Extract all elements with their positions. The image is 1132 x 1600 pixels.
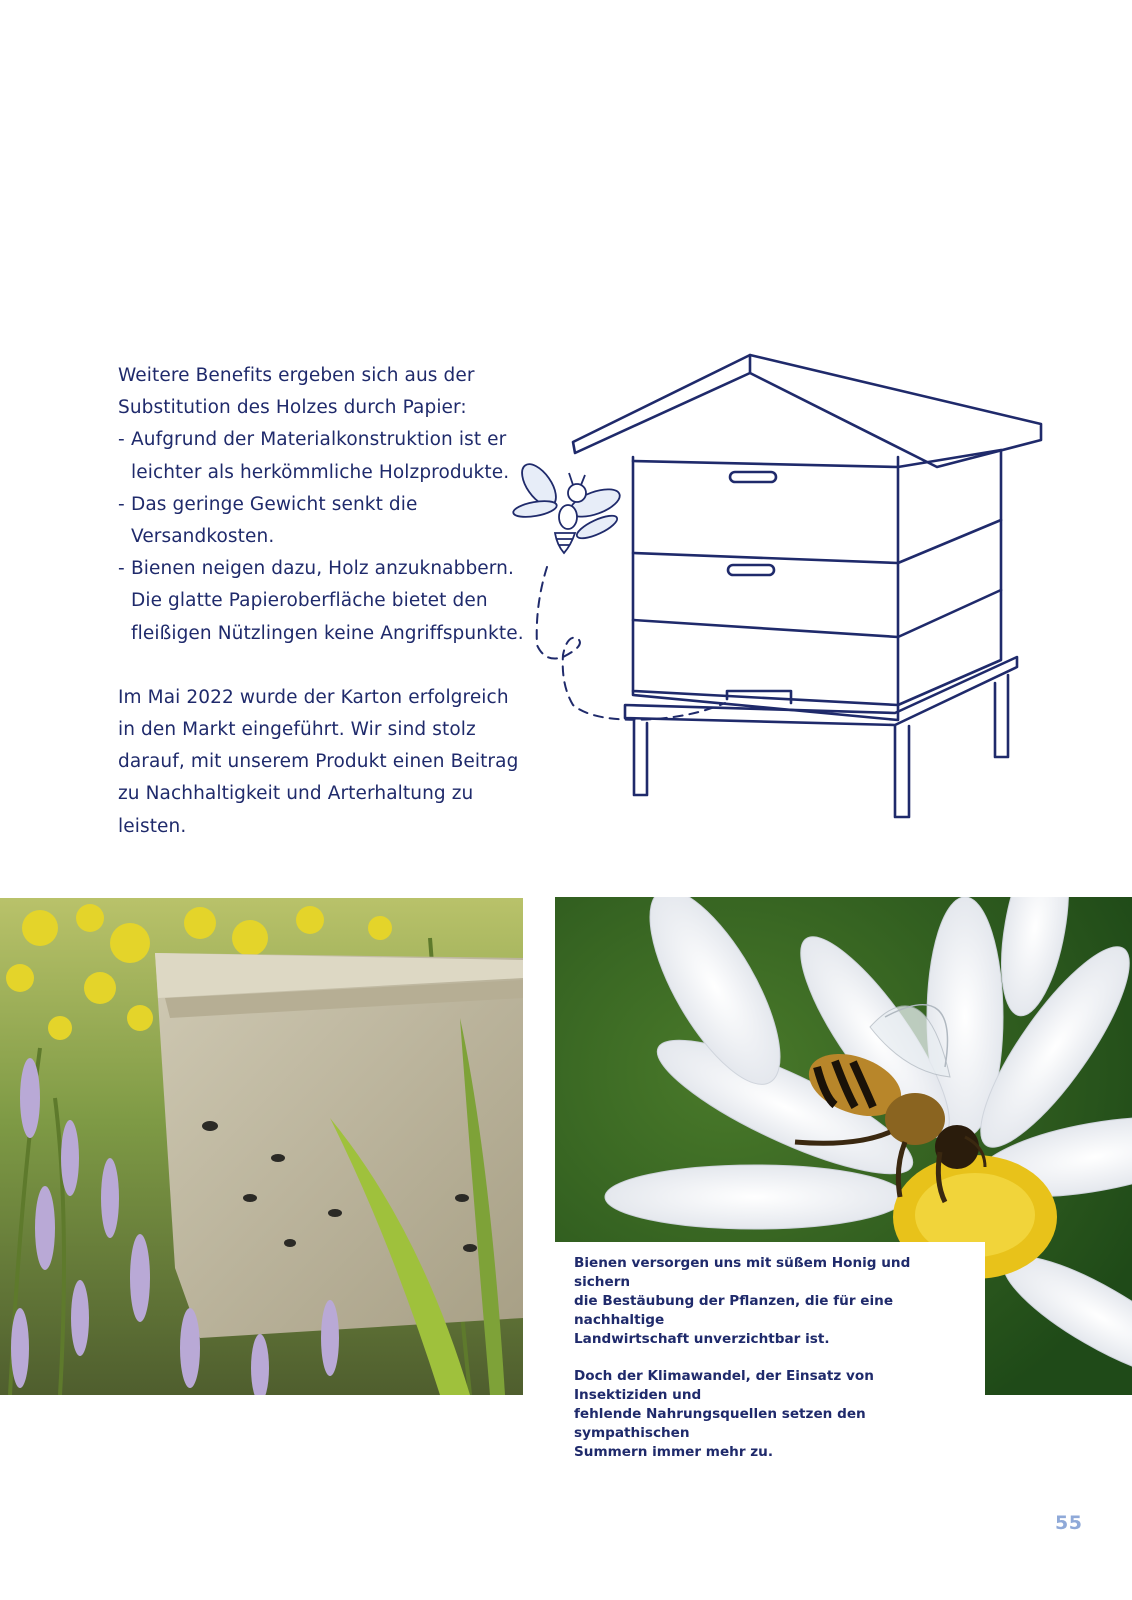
caption-line: Doch der Klimawandel, der Einsatz von Insektiziden und — [574, 1368, 874, 1403]
beehive-illustration — [505, 345, 1060, 835]
intro-line: Substitution des Holzes durch Papier: — [118, 397, 467, 419]
photo-caption — [555, 1242, 985, 1460]
bullet-line: Bienen neigen dazu, Holz anzuknabbern. — [131, 558, 514, 580]
caption-line: Bienen versorgen uns mit süßem Honig und sichern — [574, 1255, 911, 1290]
caption-paragraph — [574, 1254, 967, 1349]
bullet-line: fleißigen Nützlingen keine Angriffspunkte. — [131, 622, 524, 644]
closing-line: in den Markt eingeführt. Wir sind stolz — [118, 719, 476, 741]
bullet-marker: - — [118, 493, 125, 515]
bullet-line: Die glatte Papieroberfläche bietet den — [131, 590, 488, 612]
closing-line: Im Mai 2022 wurde der Karton erfolgreich — [118, 686, 509, 708]
intro-line: Weitere Benefits ergeben sich aus der — [118, 365, 475, 386]
caption-line: Landwirtschaft unverzichtbar ist. — [574, 1331, 830, 1347]
caption-line: fehlende Nahrungsquellen setzen den sympathischen — [574, 1406, 866, 1441]
bullet-item — [118, 489, 538, 553]
caption-line: Summern immer mehr zu. — [574, 1444, 774, 1460]
body-text — [118, 360, 538, 843]
closing-line: zu Nachhaltigkeit und Arterhaltung zu leisten. — [118, 783, 474, 837]
caption-line: die Bestäubung der Pflanzen, die für eine nachhaltige — [574, 1293, 894, 1328]
garden-hive-photo — [0, 898, 523, 1395]
closing-line: darauf, mit unserem Produkt einen Beitrag — [118, 751, 519, 773]
closing-paragraph — [118, 682, 538, 843]
bullet-line: Versandkosten. — [131, 526, 275, 548]
bullet-line: Das geringe Gewicht senkt die — [131, 493, 418, 515]
page-number: 55 — [1055, 1512, 1083, 1534]
bullet-line: Aufgrund der Materialkonstruktion ist er — [131, 429, 507, 451]
bullet-line: leichter als herkömmliche Holzprodukte. — [131, 461, 510, 483]
bullet-item — [118, 424, 538, 488]
intro-paragraph — [118, 360, 538, 424]
caption-paragraph — [574, 1367, 967, 1462]
bullet-item — [118, 553, 538, 650]
bullet-marker: - — [118, 558, 125, 580]
bullet-marker: - — [118, 429, 125, 451]
